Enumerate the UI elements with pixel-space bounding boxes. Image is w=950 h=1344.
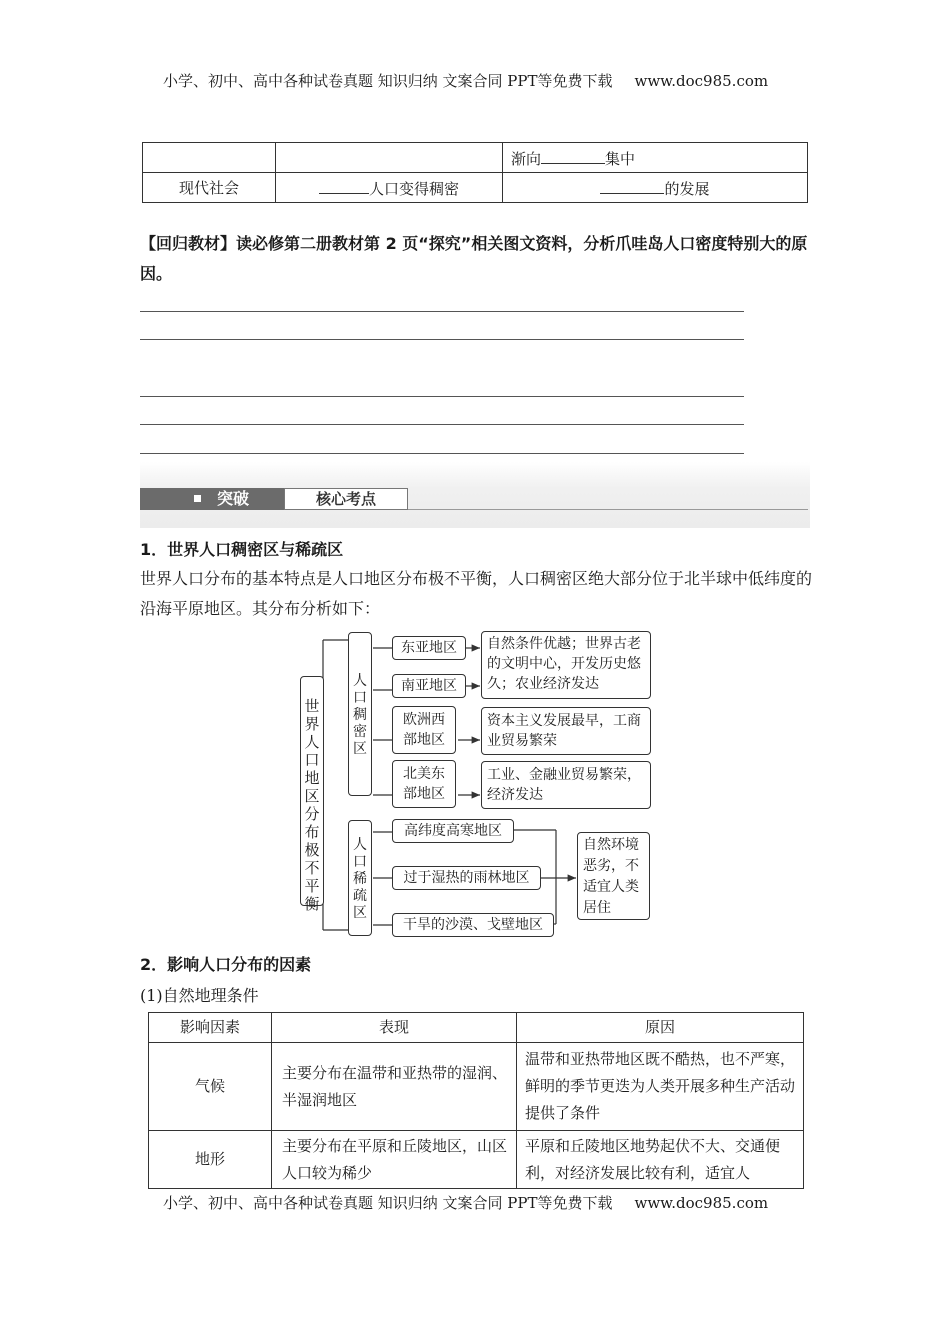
section1-body: 世界人口分布的基本特点是人口地区分布极不平衡，人口稠密区绝大部分位于北半球中低纬度的沿海平原地区。其分布分析如下： <box>140 569 813 618</box>
header-text: 小学、初中、高中各种试卷真题 知识归纳 文案合同 PPT等免费下载 <box>163 72 613 90</box>
dense-reason-box: 工业、金融业贸易繁荣，经济发达 <box>481 761 651 809</box>
diagram-sparse-group: 人口稀疏区 <box>348 820 372 936</box>
banner-right: 核心考点 <box>284 488 408 510</box>
top-table-cell: 人口变得稠密 <box>276 173 503 203</box>
banner-left: 突破 <box>140 488 284 510</box>
review-text: 读必修第二册教材第 2 页“探究”相关图文资料，分析爪哇岛人口密度特别大的原因。 <box>140 234 808 283</box>
table-header: 原因 <box>517 1013 804 1043</box>
section1-title: 1．世界人口稠密区与稀疏区 <box>140 540 344 559</box>
top-table-cell: 的发展 <box>503 173 808 203</box>
footer-text: 小学、初中、高中各种试卷真题 知识归纳 文案合同 PPT等免费下载 <box>163 1194 613 1212</box>
table-cell: 平原和丘陵地区地势起伏不大、交通便利，对经济发展比较有利，适宜人 <box>517 1131 804 1189</box>
section2-title: 2．影响人口分布的因素 <box>140 955 312 974</box>
sparse-reason-box: 自然环境恶劣，不适宜人类居住 <box>577 832 650 920</box>
top-table-cell: 现代社会 <box>143 173 276 203</box>
table-header: 表现 <box>272 1013 517 1043</box>
diagram-root: 世界人口地区分布极不平衡 <box>300 676 324 906</box>
page-footer <box>163 1192 768 1213</box>
sparse-region-box: 干旱的沙漠、戈壁地区 <box>392 913 554 937</box>
footer-url[interactable]: www.doc985.com <box>634 1194 769 1212</box>
dense-region-box: 南亚地区 <box>392 674 466 698</box>
header-url[interactable]: www.doc985.com <box>634 72 769 90</box>
dense-reason-box: 自然条件优越；世界古老的文明中心，开发历史悠久；农业经济发达 <box>481 631 651 699</box>
dense-region-box: 北美东部地区 <box>392 760 456 808</box>
table-cell: 主要分布在温带和亚热带的湿润、半湿润地区 <box>272 1043 517 1131</box>
sparse-region-box: 过于湿热的雨林地区 <box>392 866 541 890</box>
section2-subtitle: (1)自然地理条件 <box>140 986 259 1005</box>
diagram-dense-group: 人口稠密区 <box>348 632 372 796</box>
table-cell: 主要分布在平原和丘陵地区，山区人口较为稀少 <box>272 1131 517 1189</box>
dense-reason-box: 资本主义发展最早，工商业贸易繁荣 <box>481 707 651 755</box>
factor-table <box>148 1012 804 1189</box>
dense-region-box: 东亚地区 <box>392 636 466 660</box>
top-table-cell: 渐向 集中 <box>503 143 808 173</box>
sparse-region-box: 高纬度高寒地区 <box>392 819 514 843</box>
review-tag: 【回归教材】 <box>140 234 237 253</box>
dense-region-box: 欧洲西部地区 <box>392 706 456 754</box>
table-header: 影响因素 <box>149 1013 272 1043</box>
table-cell: 气候 <box>149 1043 272 1131</box>
table-cell: 地形 <box>149 1131 272 1189</box>
table-cell: 温带和亚热带地区既不酷热，也不严寒，鲜明的季节更迭为人类开展多种生产活动提供了条件 <box>517 1043 804 1131</box>
